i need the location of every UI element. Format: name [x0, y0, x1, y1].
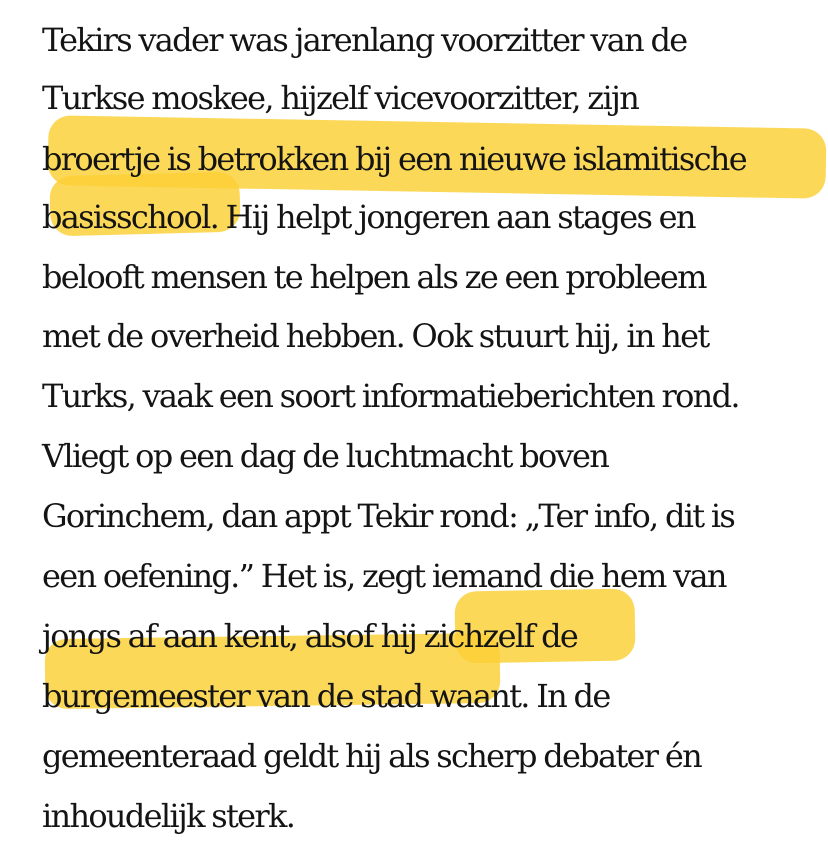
paragraph-line: Tekirs vader was jarenlang voorzitter van de	[42, 21, 687, 59]
paragraph-line: Vliegt op een dag de luchtmacht boven	[42, 437, 609, 475]
paragraph-line: basisschool. Hij helpt jongeren aan stages en	[42, 198, 695, 236]
paragraph-line: broertje is betrokken bij een nieuwe islamitische	[42, 140, 746, 178]
paragraph-line: inhoudelijk sterk.	[42, 797, 295, 835]
paragraph-line: burgemeester van de stad waant. In de	[42, 677, 610, 715]
paragraph-line: gemeenteraad geldt hij als scherp debater én	[42, 737, 702, 775]
paragraph-line: jongs af aan kent, alsof hij zichzelf de	[42, 617, 578, 655]
paragraph-line: Gorinchem, dan appt Tekir rond: „Ter info, dit is	[42, 497, 735, 535]
paragraph-line: Turkse moskee, hijzelf vicevoorzitter, zijn	[42, 79, 639, 117]
paragraph-line: met de overheid hebben. Ook stuurt hij, in het	[42, 317, 709, 355]
paragraph-line: belooft mensen te helpen als ze een probleem	[42, 258, 706, 296]
paragraph-line: een oefening.” Het is, zegt iemand die hem van	[42, 557, 726, 595]
paragraph-line: Turks, vaak een soort informatieberichten rond.	[42, 377, 739, 415]
